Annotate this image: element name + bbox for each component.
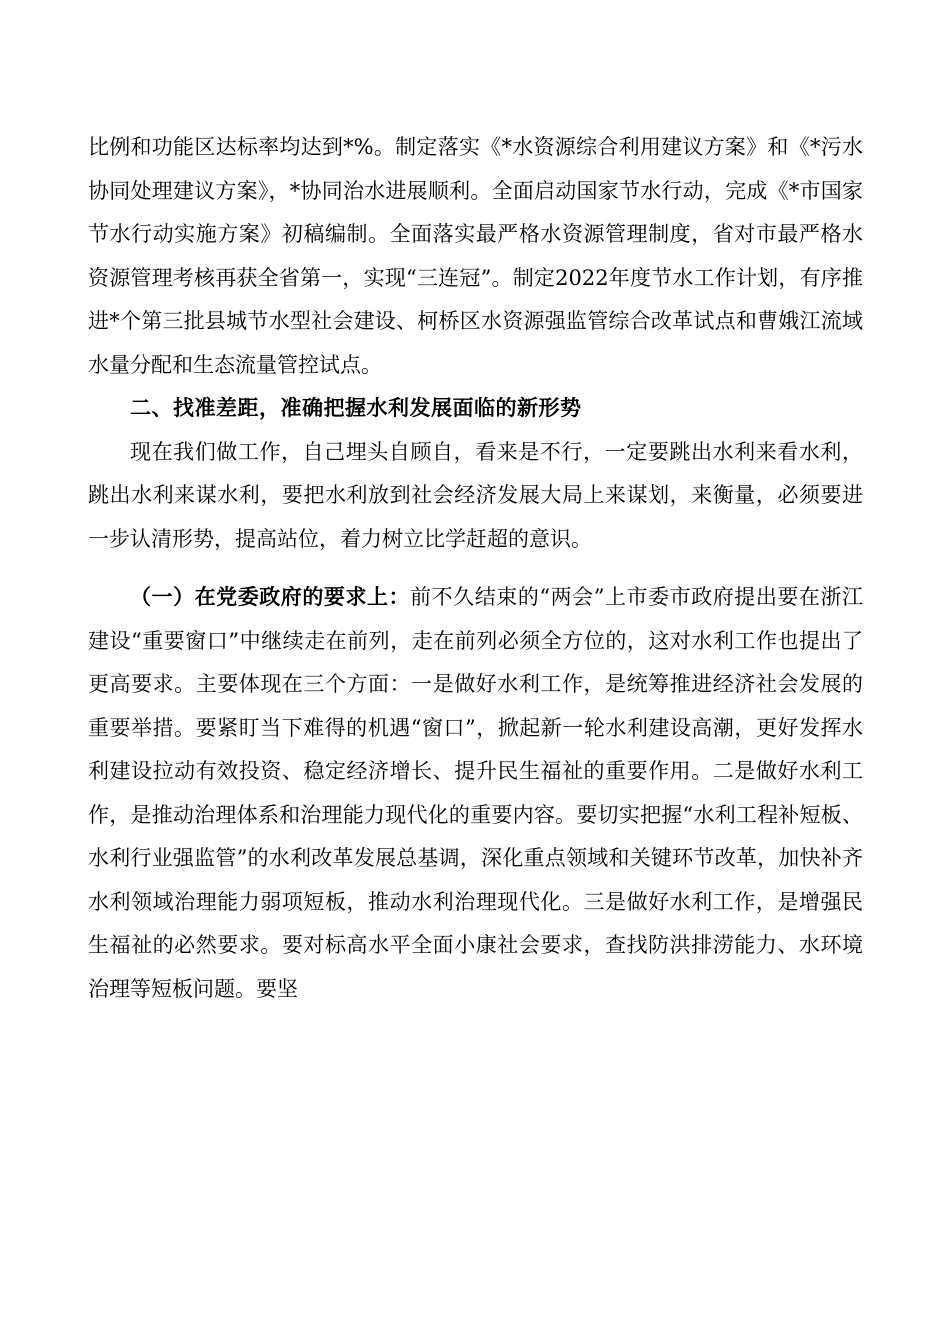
section-heading-new-situation: 二、找准差距，准确把握水利发展面临的新形势 — [130, 396, 582, 420]
paragraph-awareness: 现在我们做工作，自己埋头自顾自，看来是不行，一定要跳出水利来看水利，跳出水利来谋水利，要把水利放到社会经济发展大局上来谋划，来衡量，必须要进一步认清形势，提高站位，着力树立比学赶超的意识。 — [88, 439, 863, 551]
paragraph-lead-label: （一）在党委政府的要求上： — [130, 585, 411, 609]
document-page — [88, 126, 863, 1011]
paragraph-party-government-requirements — [88, 576, 863, 1011]
paragraph-water-resources-summary: 比例和功能区达标率均达到*%。制定落实《*水资源综合利用建议方案》和《*污水协同处理建议方案》，*协同治水进展顺利。全面启动国家节水行动，完成《*市国家节水行动实施方案》初稿编制。全面落实最严格水资源管理制度，省对市最严格水资源管理考核再获全省第一，实现“三连冠”。制定2022年度节水工作计划，有序推进*个第三批县城节水型社会建设、柯桥区水资源强监管综合改革试点和曹娥江流域水量分配和生态流量管控试点。 — [88, 135, 863, 377]
paragraph-body-text: 前不久结束的“两会”上市委市政府提出要在浙江建设“重要窗口”中继续走在前列，走在前列必须全方位的，这对水利工作也提出了更高要求。主要体现在三个方面：一是做好水利工作，是统筹推进经济社会发展的重要举措。要紧盯当下难得的机遇“窗口”，掀起新一轮水利建设高潮，更好发挥水利建设拉动有效投资、稳定经济增长、提升民生福祉的重要作用。二是做好水利工作，是推动治理体系和治理能力现代化的重要内容。要切实把握“水利工程补短板、水利行业强监管”的水利改革发展总基调，深化重点领域和关键环节改革，加快补齐水利领域治理能力弱项短板，推动水利治理现代化。三是做好水利工作，是增强民生福祉的必然要求。要对标高水平全面小康社会要求，查找防洪排涝能力、水环境治理等短板问题。要坚 — [88, 585, 863, 1001]
